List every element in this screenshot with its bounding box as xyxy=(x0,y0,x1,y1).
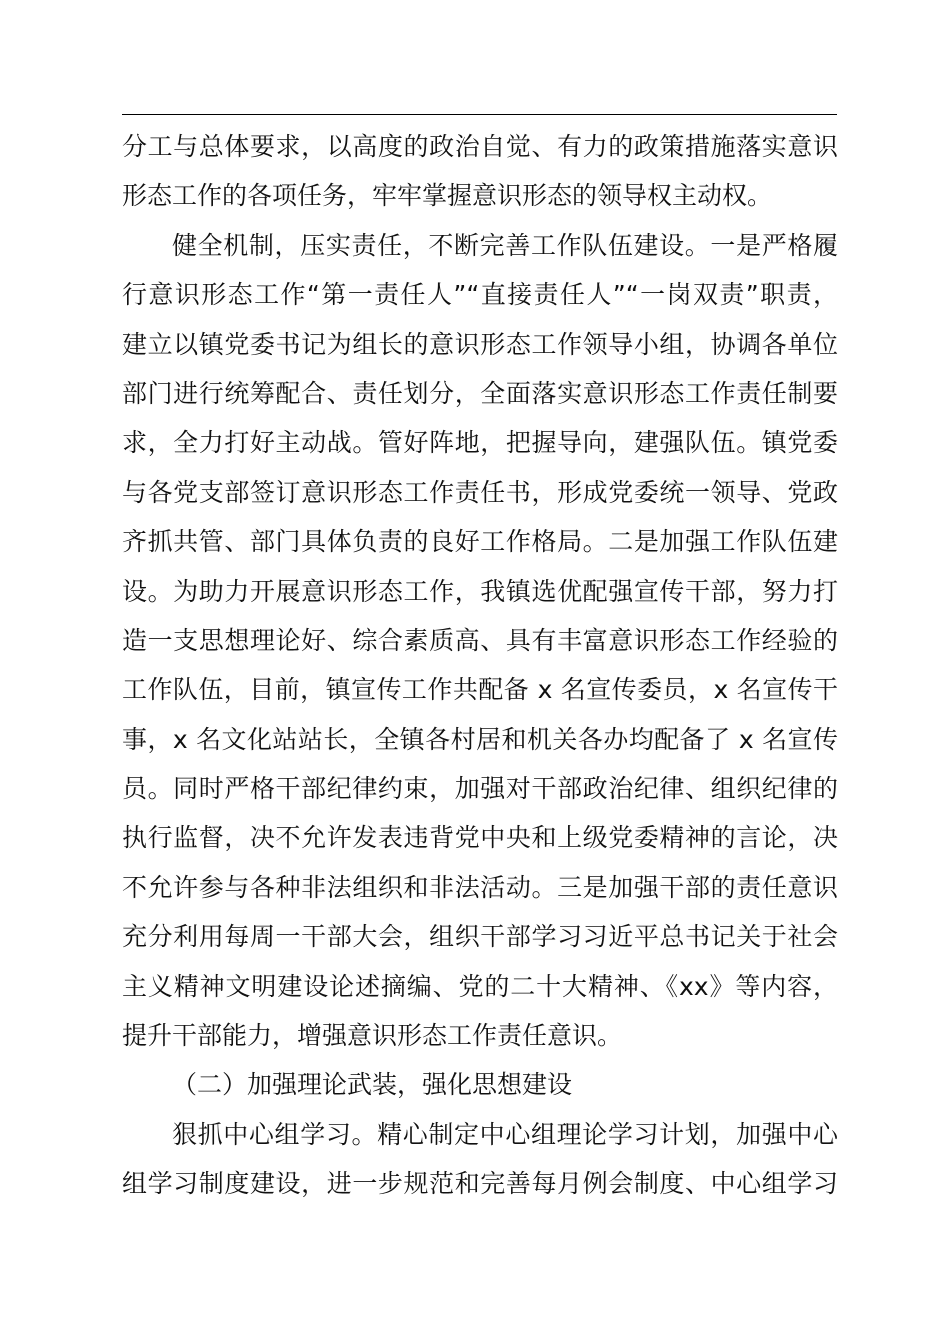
text-line: 求，全力打好主动战。管好阵地，把握导向，建强队伍。镇党委 xyxy=(122,428,838,458)
text-line: 齐抓共管、部门具体负责的良好工作格局。二是加强工作队伍建 xyxy=(122,527,838,557)
text-line: 行意识形态工作“第一责任人”“直接责任人”“一岗双责”职责， xyxy=(122,280,838,310)
text-line: 充分利用每周一干部大会，组织干部学习习近平总书记关于社会 xyxy=(122,922,838,952)
header-rule xyxy=(122,114,837,115)
text-line: 工作队伍，目前，镇宣传工作共配备 x 名宣传委员，x 名宣传干 xyxy=(122,675,838,705)
text-line: 设。为助力开展意识形态工作，我镇选优配强宣传干部，努力打 xyxy=(122,576,838,606)
text-line: 与各党支部签订意识形态工作责任书，形成党委统一领导、党政 xyxy=(122,477,838,507)
text-line: 组学习制度建设，进一步规范和完善每月例会制度、中心组学习 xyxy=(122,1169,838,1199)
text-line: 分工与总体要求，以高度的政治自觉、有力的政策措施落实意识 xyxy=(122,132,838,161)
text-line: 执行监督，决不允许发表违背党中央和上级党委精神的言论，决 xyxy=(122,823,838,853)
text-line: 提升干部能力，增强意识形态工作责任意识。 xyxy=(122,1021,623,1051)
paragraph-start-line: 健全机制，压实责任，不断完善工作队伍建设。一是严格履 xyxy=(172,230,838,260)
text-line: 不允许参与各种非法组织和非法活动。三是加强干部的责任意识 xyxy=(122,872,838,902)
text-line: 事，x 名文化站站长，全镇各村居和机关各办均配备了 x 名宣传 xyxy=(122,724,838,754)
text-line: 员。同时严格干部纪律约束，加强对干部政治纪律、组织纪律的 xyxy=(122,774,838,804)
text-line: 主义精神文明建设论述摘编、党的二十大精神、《xx》等内容， xyxy=(122,971,838,1001)
text-line: 形态工作的各项任务，牢牢掌握意识形态的领导权主动权。 xyxy=(122,181,773,211)
text-line: 造一支思想理论好、综合素质高、具有丰富意识形态工作经验的 xyxy=(122,625,838,655)
section-heading: （二）加强理论武装，强化思想建设 xyxy=(172,1070,573,1100)
document-body xyxy=(122,122,838,1209)
paragraph-start-line: 狠抓中心组学习。精心制定中心组理论学习计划，加强中心 xyxy=(172,1119,838,1149)
text-line: 部门进行统筹配合、责任划分，全面落实意识形态工作责任制要 xyxy=(122,378,838,408)
text-line: 建立以镇党委书记为组长的意识形态工作领导小组，协调各单位 xyxy=(122,329,838,359)
